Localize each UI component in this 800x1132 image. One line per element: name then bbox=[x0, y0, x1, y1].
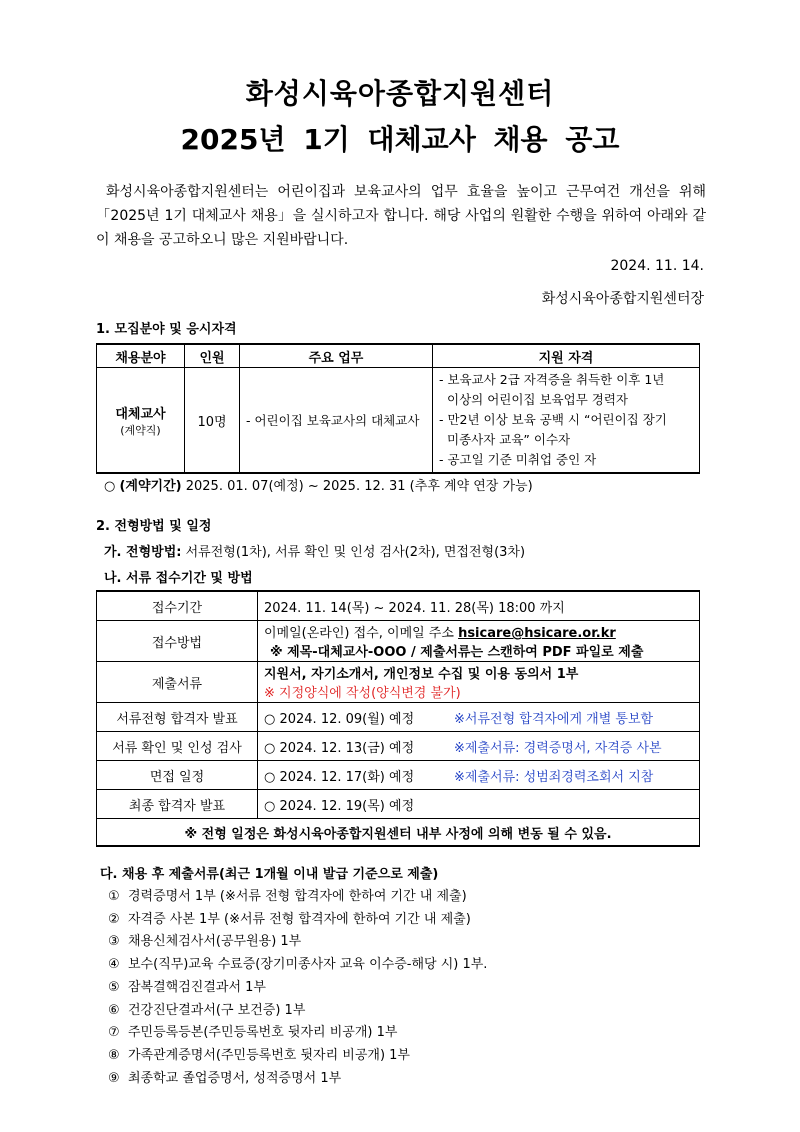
list-item bbox=[108, 977, 487, 1000]
schedule-value bbox=[258, 732, 700, 761]
schedule-value bbox=[258, 703, 700, 732]
contract-bullet: ○ bbox=[104, 479, 116, 494]
schedule-row bbox=[97, 732, 700, 761]
period-value: 2024. 11. 14(목) ~ 2024. 11. 28(목) 18:00 까지 bbox=[258, 591, 700, 621]
qualification-line: - 보육교사 2급 자격증을 취득한 이후 1년 bbox=[439, 372, 665, 387]
col-header-qualification: 지원 자격 bbox=[433, 344, 700, 368]
section1-heading: 1. 모집분야 및 응시자격 bbox=[96, 322, 237, 337]
schedule-row bbox=[97, 790, 700, 819]
list-item bbox=[108, 1000, 487, 1023]
intro-paragraph bbox=[96, 180, 706, 252]
item-text: 건강진단결과서(구 보건증) 1부 bbox=[128, 1002, 306, 1018]
table-row bbox=[97, 621, 700, 662]
schedule-row bbox=[97, 761, 700, 790]
period-label: 접수기간 bbox=[97, 591, 258, 621]
page-title: 화성시육아종합지원센터 bbox=[245, 77, 555, 110]
item-text: 자격증 사본 1부 (※서류 전형 합격자에 한하여 기간 내 제출) bbox=[128, 911, 471, 927]
item-text: 채용신체검사서(공무원용) 1부 bbox=[128, 934, 302, 950]
schedule-value bbox=[258, 790, 700, 819]
item-number: ③ bbox=[108, 934, 120, 950]
schedule-note: ※제출서류: 경력증명서, 자격증 사본 bbox=[454, 740, 662, 756]
table-header-row bbox=[97, 344, 700, 368]
recruitment-table bbox=[96, 343, 700, 474]
item-number: ② bbox=[108, 911, 120, 927]
item-text: 최종학교 졸업증명서, 성적증명서 1부 bbox=[128, 1070, 342, 1086]
col-header-count: 인원 bbox=[185, 344, 240, 368]
schedule-note: ※서류전형 합격자에게 개별 통보함 bbox=[454, 711, 654, 727]
schedule-date: ○ 2024. 12. 13(금) 예정 bbox=[264, 740, 415, 756]
qualification-line: - 만2년 이상 보육 공백 시 “어린이집 장기 bbox=[439, 412, 667, 427]
schedule-date: ○ 2024. 12. 17(화) 예정 bbox=[264, 769, 415, 785]
list-item bbox=[108, 1045, 487, 1068]
item-number: ④ bbox=[108, 957, 120, 973]
announcement-date: 2024. 11. 14. bbox=[610, 258, 704, 274]
item-number: ⑥ bbox=[108, 1002, 120, 1018]
list-item bbox=[108, 1068, 487, 1091]
qualification-line: 미종사자 교육” 이수자 bbox=[447, 432, 571, 447]
table-row bbox=[97, 591, 700, 621]
cell-count: 10명 bbox=[185, 368, 240, 474]
method-label: 가. 전형방법: bbox=[104, 545, 182, 560]
list-item bbox=[108, 1022, 487, 1045]
list-item bbox=[108, 886, 487, 909]
schedule-label: 면접 일정 bbox=[97, 761, 258, 790]
item-text: 주민등록등본(주민등록번호 뒷자리 비공개) 1부 bbox=[128, 1025, 398, 1041]
contract-period bbox=[104, 475, 533, 494]
schedule-row bbox=[97, 703, 700, 732]
method2-value bbox=[258, 621, 700, 662]
field-sub: (계약직) bbox=[120, 423, 161, 437]
schedule-label: 최종 합격자 발표 bbox=[97, 790, 258, 819]
item-text: 보수(직무)교육 수료증(장기미종사자 교육 이수증-해당 시) 1부. bbox=[128, 957, 488, 973]
qualification-line: - 공고일 기준 미취업 중인 자 bbox=[439, 452, 597, 467]
item-text: 잠복결핵검진결과서 1부 bbox=[128, 979, 266, 995]
section2-subheading: 나. 서류 접수기간 및 방법 bbox=[104, 571, 253, 586]
required-docs-list bbox=[108, 886, 487, 1090]
item-number: ① bbox=[108, 889, 120, 904]
contract-text: 2025. 01. 07(예정) ~ 2025. 12. 31 (추후 계약 연장 가능) bbox=[181, 479, 533, 494]
section2-heading: 2. 전형방법 및 일정 bbox=[96, 519, 212, 534]
docs-line1: 지원서, 자기소개서, 개인정보 수집 및 이용 동의서 1부 bbox=[264, 667, 579, 682]
section3-heading: 다. 채용 후 제출서류(최근 1개월 이내 발급 기준으로 제출) bbox=[100, 867, 439, 882]
table-row bbox=[97, 368, 700, 474]
signer: 화성시육아종합지원센터장 bbox=[541, 291, 704, 307]
contract-label: (계약기간) bbox=[119, 479, 182, 494]
col-header-duty: 주요 업무 bbox=[240, 344, 433, 368]
item-text: 경력증명서 1부 (※서류 전형 합격자에 한하여 기간 내 제출) bbox=[128, 889, 467, 904]
schedule-value bbox=[258, 761, 700, 790]
list-item bbox=[108, 931, 487, 954]
table-row bbox=[97, 662, 700, 703]
item-number: ⑤ bbox=[108, 979, 120, 995]
method2-note: ※ 제목-대체교사-OOO / 제출서류는 스캔하여 PDF 파일로 제출 bbox=[270, 645, 644, 660]
schedule-label: 서류 확인 및 인성 검사 bbox=[97, 732, 258, 761]
application-table bbox=[96, 590, 700, 847]
schedule-notice: ※ 전형 일정은 화성시육아종합지원센터 내부 사정에 의해 변동 될 수 있음. bbox=[97, 819, 700, 847]
email-link[interactable]: hsicare@hsicare.or.kr bbox=[458, 626, 616, 641]
docs-line2: ※ 지정양식에 작성(양식변경 불가) bbox=[264, 686, 461, 701]
list-item bbox=[108, 909, 487, 932]
schedule-date: ○ 2024. 12. 09(월) 예정 bbox=[264, 711, 415, 727]
docs-value bbox=[258, 662, 700, 703]
item-number: ⑧ bbox=[108, 1047, 120, 1063]
list-item bbox=[108, 954, 487, 977]
item-number: ⑨ bbox=[108, 1070, 120, 1086]
table-row bbox=[97, 819, 700, 847]
schedule-label: 서류전형 합격자 발표 bbox=[97, 703, 258, 732]
qualification-line: 이상의 어린이집 보육업무 경력자 bbox=[447, 392, 628, 407]
method-text: 서류전형(1차), 서류 확인 및 인성 검사(2차), 면접전형(3차) bbox=[181, 545, 526, 560]
item-number: ⑦ bbox=[108, 1025, 120, 1041]
schedule-date: ○ 2024. 12. 19(목) 예정 bbox=[264, 798, 415, 814]
docs-label: 제출서류 bbox=[97, 662, 258, 703]
cell-duty: - 어린이집 보육교사의 대체교사 bbox=[240, 368, 433, 474]
cell-field bbox=[97, 368, 185, 474]
schedule-note: ※제출서류: 성범죄경력조회서 지참 bbox=[454, 769, 654, 785]
page-subtitle: 2025년 1기 대체교사 채용 공고 bbox=[180, 123, 620, 156]
cell-qualification bbox=[433, 368, 700, 474]
field-name: 대체교사 bbox=[115, 406, 166, 422]
method2-prefix: 이메일(온라인) 접수, 이메일 주소 bbox=[264, 626, 459, 641]
item-text: 가족관계증명서(주민등록번호 뒷자리 비공개) 1부 bbox=[128, 1047, 410, 1063]
method2-label: 접수방법 bbox=[97, 621, 258, 662]
intro-text: 화성시육아종합지원센터는 어린이집과 보육교사의 업무 효율을 높이고 근무여건 개선을 위해 「2025년 1기 대체교사 채용」을 실시하고자 합니다. 해당 사업의 원활한 수행을 위하여 아래와 같이 채용을 공고하오니 많은 지원바랍니다. bbox=[96, 184, 706, 248]
selection-method bbox=[104, 541, 525, 560]
col-header-field: 채용분야 bbox=[97, 344, 185, 368]
